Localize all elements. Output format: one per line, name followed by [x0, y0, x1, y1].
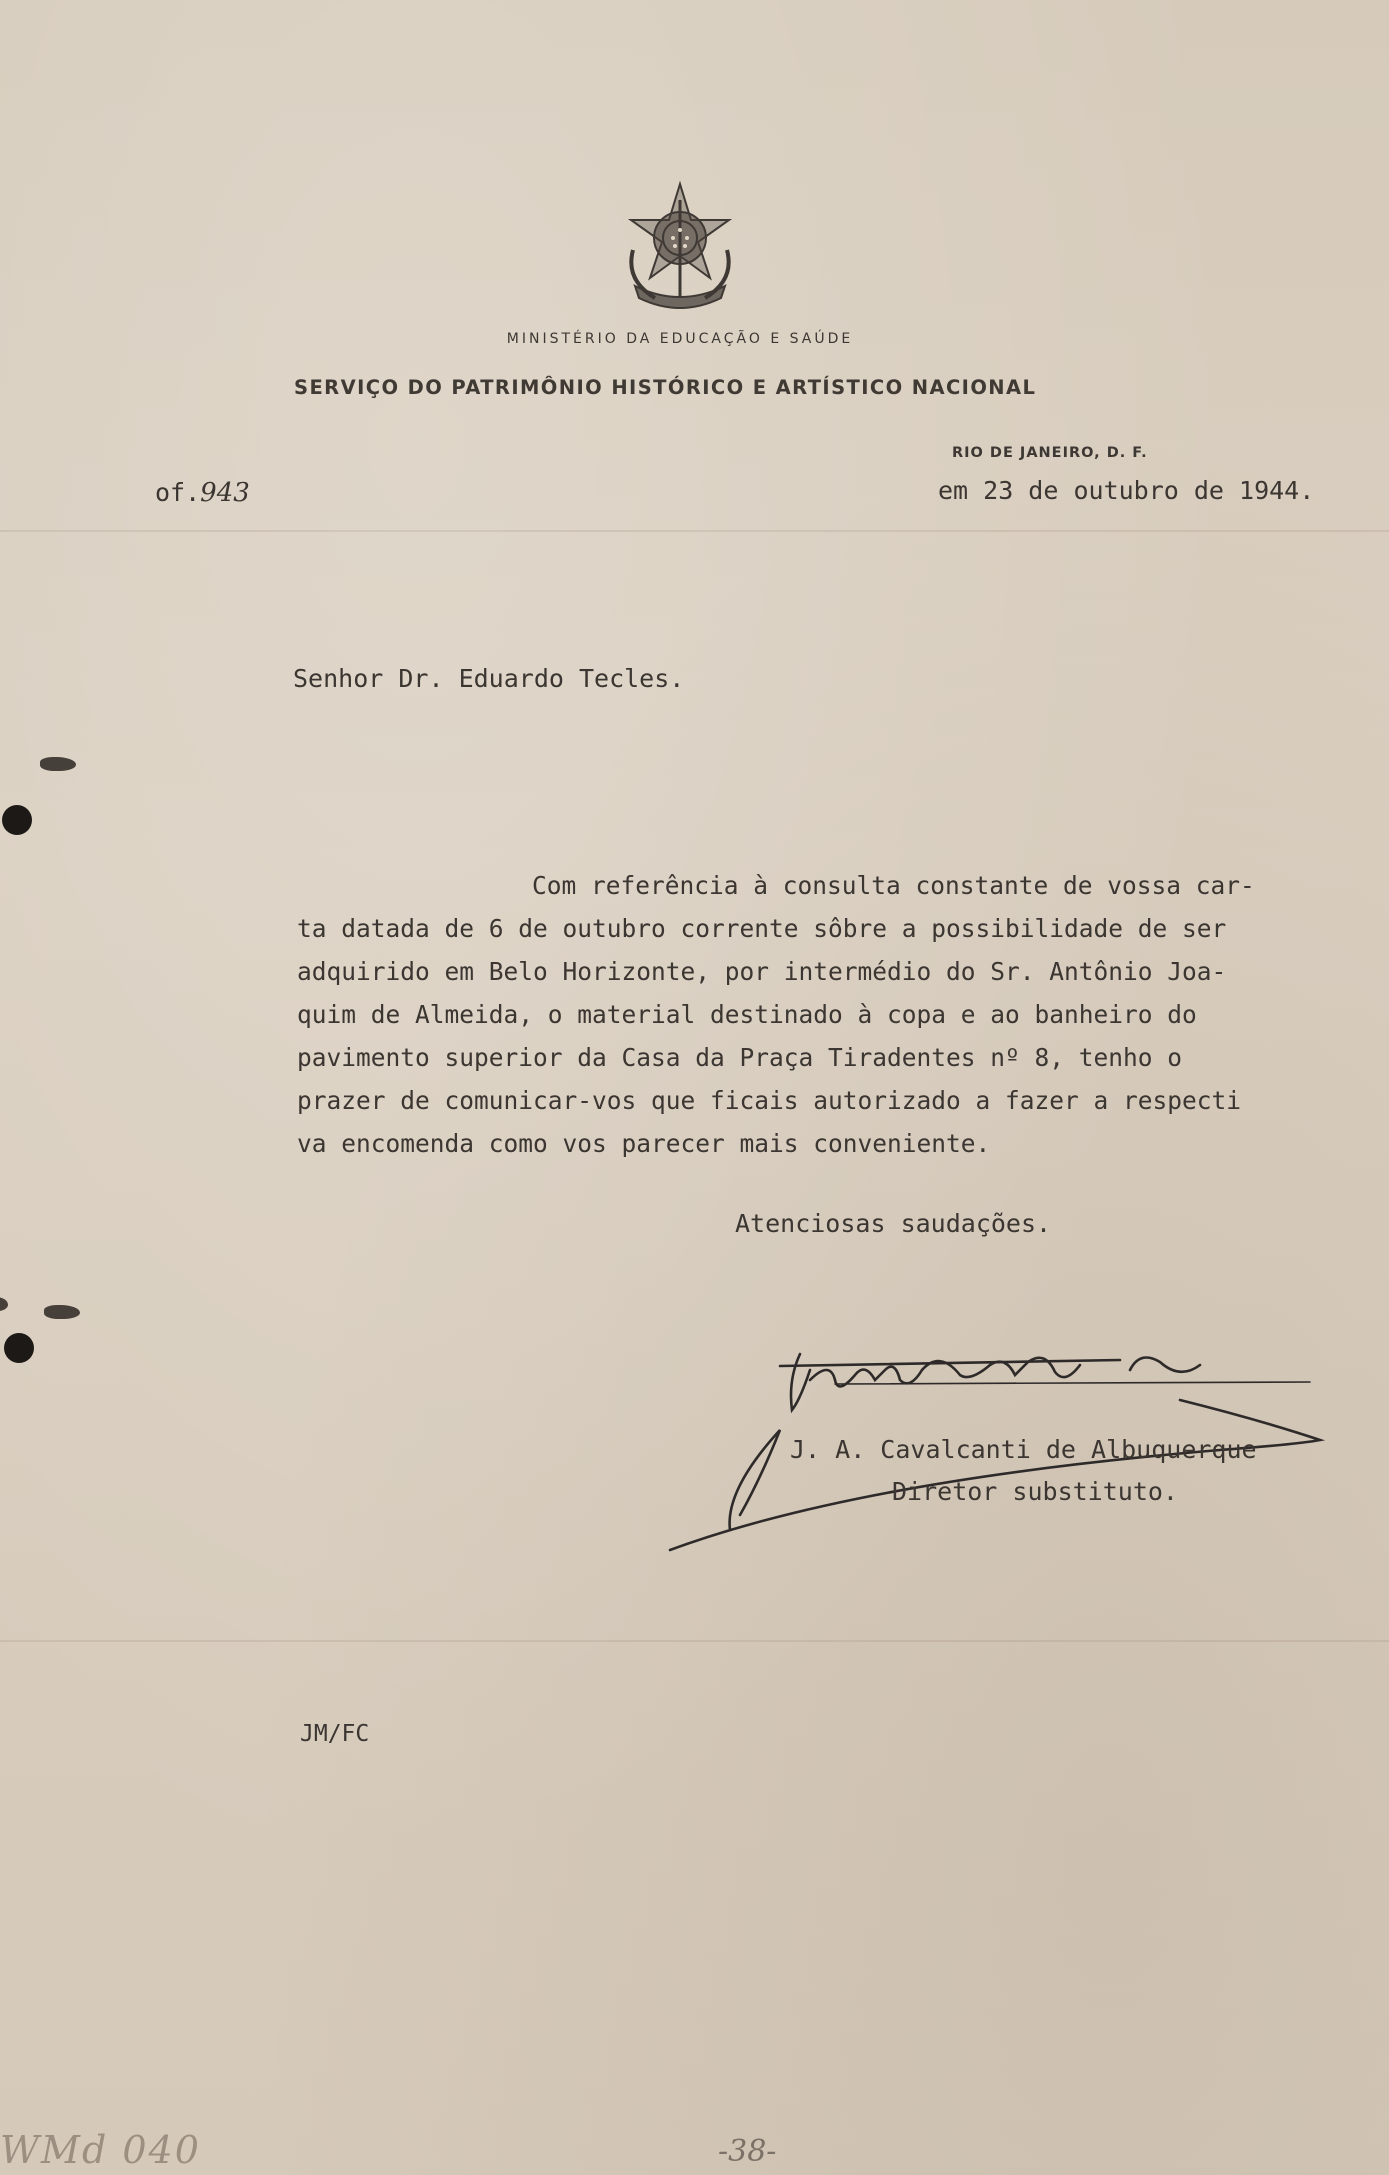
signatory-name: J. A. Cavalcanti de Albuquerque: [790, 1435, 1257, 1464]
body-line: Com referência à consulta constante de vossa car-: [532, 871, 1255, 900]
punch-hole: [2, 805, 32, 835]
body-line: quim de Almeida, o material destinado à copa e ao banheiro do: [297, 1000, 1197, 1029]
typist-initials: JM/FC: [300, 1721, 370, 1747]
body-line: prazer de comunicar-vos que ficais autorizado a fazer a respecti: [297, 1086, 1242, 1115]
body-line: pavimento superior da Casa da Praça Tiradentes nº 8, tenho o: [297, 1043, 1183, 1072]
paper-fold-line: [0, 530, 1389, 532]
reference-number: 943: [200, 478, 250, 508]
signatory-title: Diretor substituto.: [892, 1477, 1178, 1506]
reference-prefix: of.: [155, 478, 201, 507]
punch-hole: [4, 1333, 34, 1363]
coat-of-arms-emblem: [615, 180, 745, 315]
body-line: va encomenda como vos parecer mais conveniente.: [297, 1129, 991, 1158]
city-line: RIO DE JANEIRO, D. F.: [952, 445, 1148, 461]
paper-damage-mark: [44, 1305, 80, 1319]
date-line: em 23 de outubro de 1944.: [938, 476, 1315, 505]
paper-damage-mark: [40, 757, 76, 771]
paper-fold-line: [0, 1640, 1389, 1642]
closing: Atenciosas saudações.: [735, 1209, 1052, 1238]
office-reference: [155, 478, 250, 508]
body-line: adquirido em Belo Horizonte, por intermédio do Sr. Antônio Joa-: [297, 957, 1227, 986]
page-number: -38-: [718, 2134, 777, 2169]
ministry-name: MINISTÉRIO DA EDUCAÇÃO E SAÚDE: [506, 331, 854, 347]
paper-damage-mark: [0, 1297, 8, 1311]
body-line: ta datada de 6 de outubro corrente sôbre a possibilidade de ser: [297, 914, 1227, 943]
archive-code: WMd 040: [0, 2128, 201, 2172]
service-name: SERVIÇO DO PATRIMÔNIO HISTÓRICO E ARTÍSTICO NACIONAL: [294, 376, 1037, 399]
salutation: Senhor Dr. Eduardo Tecles.: [293, 664, 685, 693]
